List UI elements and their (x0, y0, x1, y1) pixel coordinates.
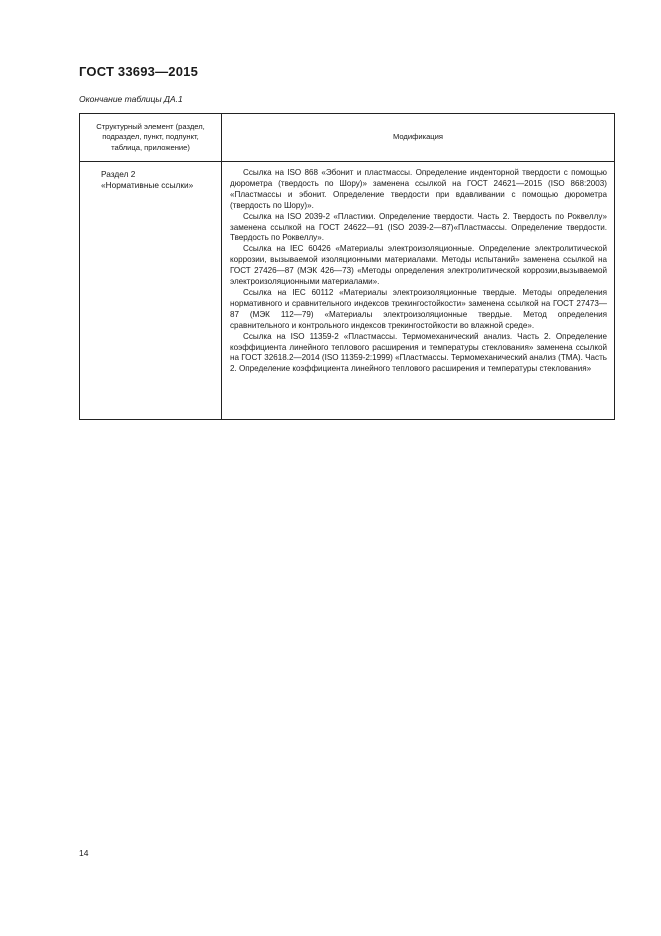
page-title: ГОСТ 33693—2015 (79, 64, 198, 79)
table-row (80, 162, 615, 420)
table-header-row (80, 114, 615, 162)
row-structural-element (80, 162, 222, 420)
header-modification: Модификация (222, 114, 615, 162)
header-structural-line: Структурный элемент (раздел, (96, 121, 205, 131)
page-number: 14 (79, 848, 89, 858)
modification-table (79, 113, 615, 420)
header-structural-line: таблица, приложение) (111, 142, 190, 152)
header-structural-element (80, 114, 222, 162)
row-modification-text (222, 162, 615, 420)
element-section-label: Раздел 2 (101, 169, 136, 179)
element-section-name: «Нормативные ссылки» (101, 180, 194, 190)
modification-paragraph: Ссылка на IEC 60112 «Материалы электроизоляционные твердые. Методы определения нормативного и сравнительного индексов трекингостойкости» заменена ссылкой на ГОСТ 27473—87 (МЭК 112—79) «Материалы электроизоляционные твердые. Метод определения сравнительного и контрольного индексов трекингостойкости во влажной среде». (230, 287, 607, 330)
modification-paragraph: Ссылка на ISO 2039-2 «Пластики. Определение твердости. Часть 2. Твердость по Роквеллу» заменена ссылкой на ГОСТ 24622—91 (ISO 2039-2—87)«Пластмассы. Определение твердости. Твердость по Роквеллу». (230, 211, 607, 243)
header-structural-line: подраздел, пункт, подпункт, (102, 132, 199, 142)
modification-paragraph: Ссылка на ISO 868 «Эбонит и пластмассы. Определение инденторной твердости с помощью дюрометра (твердость по Шору)» заменена ссылкой на ГОСТ 24621—2015 (ISO 868:2003) «Пластмассы и эбонит. Определение твердости при вдавливании с помощью дюрометра (твердость по Шору)». (230, 168, 607, 210)
modification-paragraph: Ссылка на IEC 60426 «Материалы электроизоляционные. Определение электролитической коррозии, вызываемой изоляционными материалами. Методы испытаний» заменена ссылкой на ГОСТ 27426—87 (МЭК 426—73) «Методы определения электролитической коррозии,вызываемой электроизоляционными материалами». (230, 244, 607, 287)
modification-paragraph: Ссылка на ISO 11359-2 «Пластмассы. Термомеханический анализ. Часть 2. Определение коэффициента линейного теплового расширения и температуры стеклования» заменена ссылкой на ГОСТ 32618.2—2014 (ISO 11359-2:1999) «Пластмассы. Термомеханический анализ (ТМА). Часть 2. Определение коэффициента линейного теплового расширения и температуры стеклования» (230, 331, 607, 374)
table-caption: Окончание таблицы ДА.1 (79, 94, 183, 104)
